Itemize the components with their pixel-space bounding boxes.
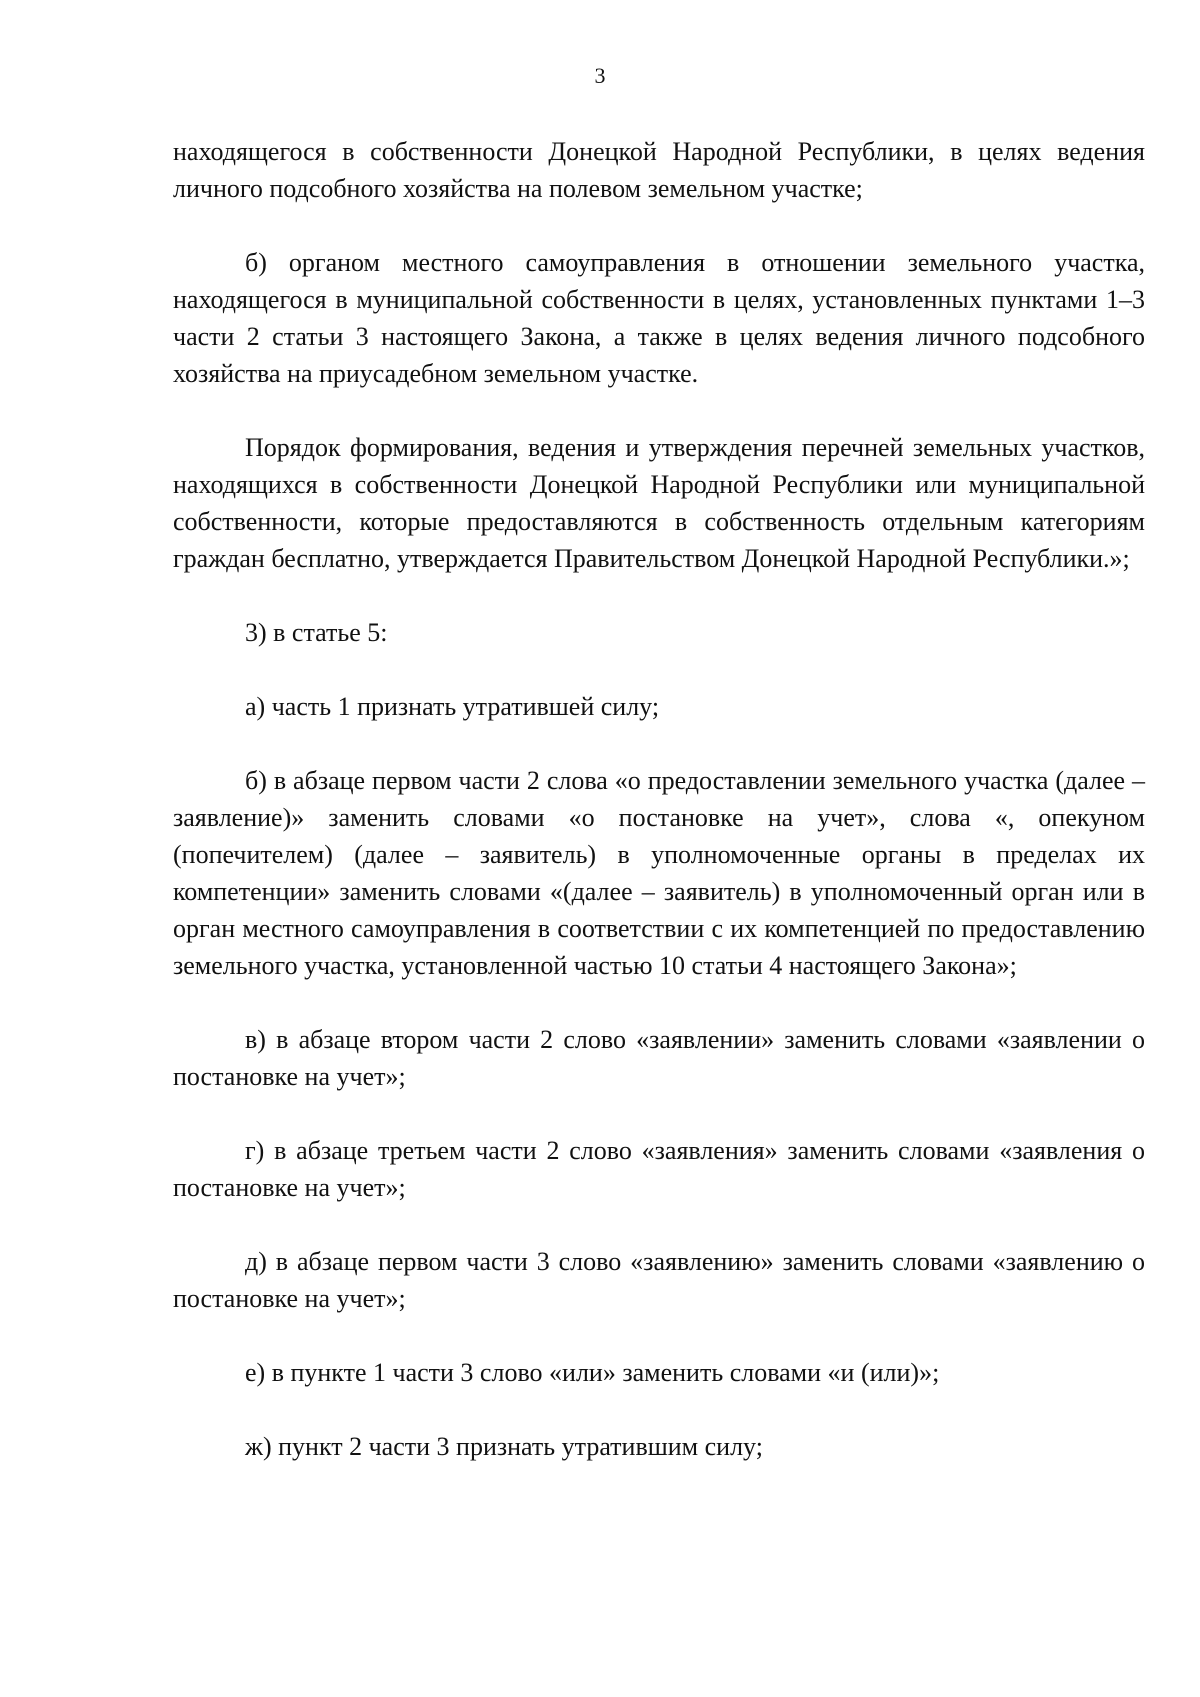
paragraph-item-g: г) в абзаце третьем части 2 слово «заявления» заменить словами «заявления о постановке на учет»; — [173, 1136, 1145, 1202]
paragraph-item-zh: ж) пункт 2 части 3 признать утратившим силу; — [245, 1432, 763, 1461]
paragraph-procedure: Порядок формирования, ведения и утверждения перечней земельных участков, находящихся в собственности Донецкой Народной Республики или муниципальной собственности, которые предоставляются в собственность отдельным категориям граждан бесплатно, утверждается Правительством Донецкой Народной Республики.»; — [173, 433, 1145, 573]
paragraph-item-d: д) в абзаце первом части 3 слово «заявлению» заменить словами «заявлению о постановке на учет»; — [173, 1247, 1145, 1313]
paragraph-item-e: е) в пункте 1 части 3 слово «или» заменить словами «и (или)»; — [245, 1358, 940, 1387]
page-number: 3 — [594, 63, 606, 88]
paragraph-article-5: 3) в статье 5: — [245, 618, 388, 647]
paragraph-item-b-municipal: б) органом местного самоуправления в отношении земельного участка, находящегося в муниципальной собственности в целях, установленных пунктами 1–3 части 2 статьи 3 настоящего Закона, а также в целях ведения личного подсобного хозяйства на приусадебном земельном участке. — [173, 248, 1145, 388]
paragraph-item-v: в) в абзаце втором части 2 слово «заявлении» заменить словами «заявлении о постановке на учет»; — [173, 1025, 1145, 1091]
paragraph-item-a: а) часть 1 признать утратившей силу; — [245, 692, 660, 721]
document-body — [173, 133, 1145, 1465]
paragraph-continuation: находящегося в собственности Донецкой Народной Республики, в целях ведения личного подсобного хозяйства на полевом земельном участке; — [173, 137, 1145, 203]
paragraph-item-b: б) в абзаце первом части 2 слова «о предоставлении земельного участка (далее – заявление)» заменить словами «о постановке на учет», слова «, опекуном (попечителем) (далее – заявитель) в уполномоченные органы в пределах их компетенции» заменить словами «(далее – заявитель) в уполномоченный орган или в орган местного самоуправления в соответствии с их компетенцией по предоставлению земельного участка, установленной частью 10 статьи 4 настоящего Закона»; — [173, 766, 1145, 980]
